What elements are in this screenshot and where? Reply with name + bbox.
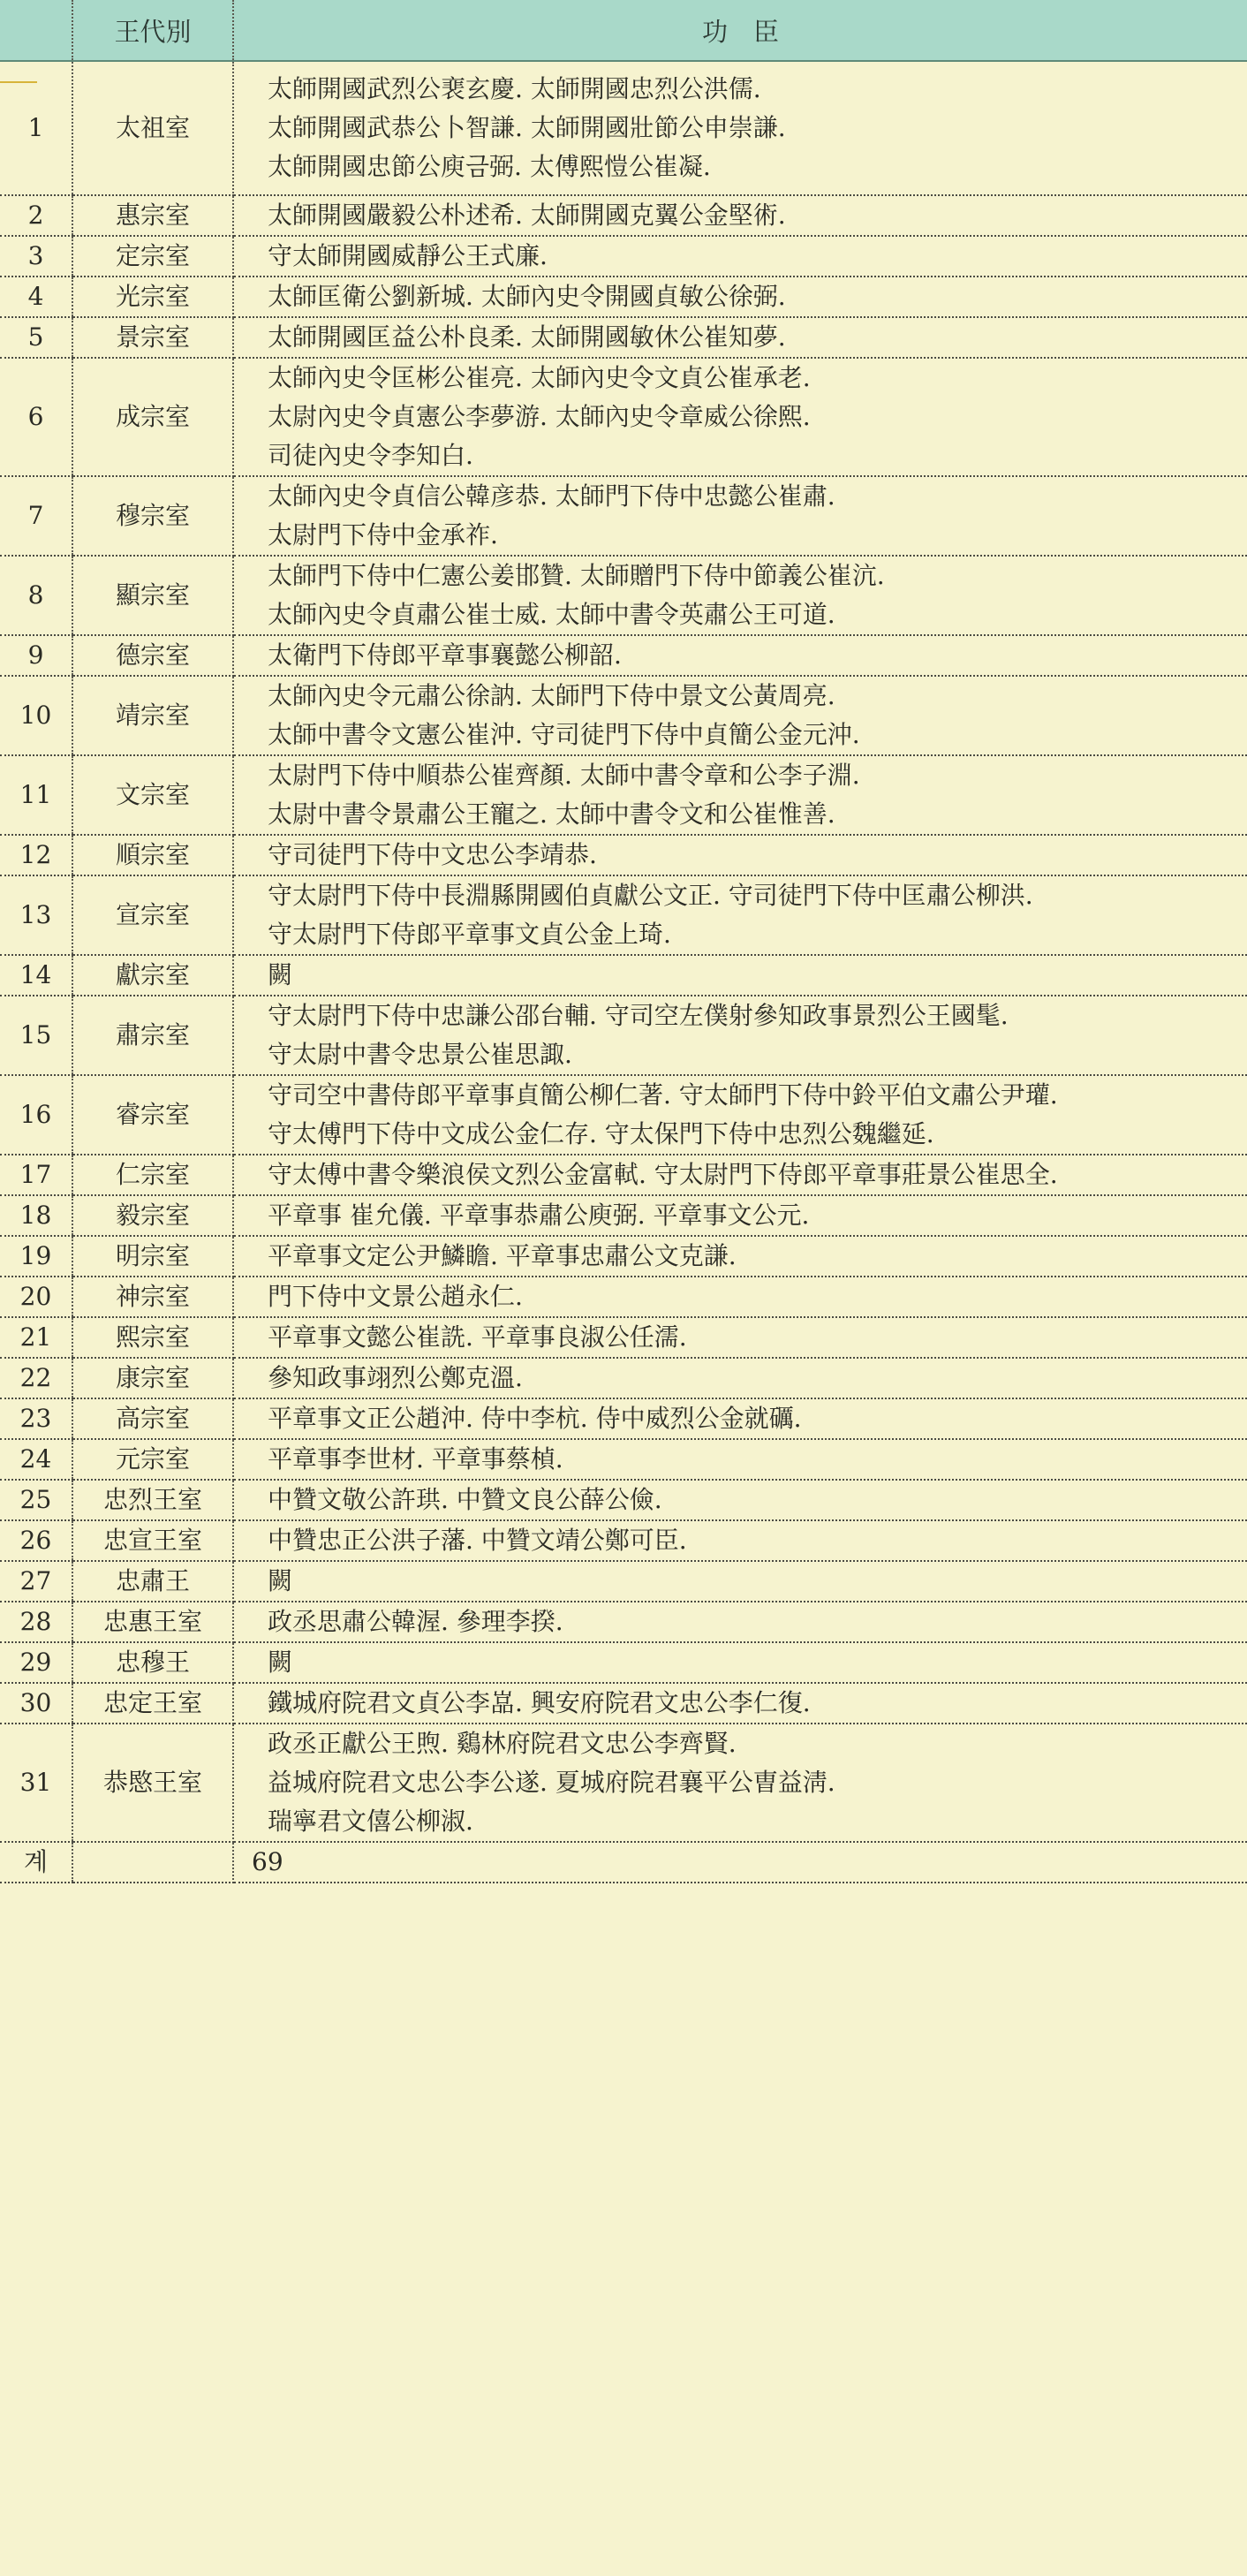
merit-subjects-line: 平章事文定公尹鱗瞻. 平章事忠肅公文克謙. xyxy=(268,1241,737,1270)
row-number-text: 25 xyxy=(19,1485,52,1514)
merit-subjects-line: 闕 xyxy=(268,960,293,989)
merit-subjects-cell xyxy=(233,635,1247,676)
merit-subjects-line: 太尉門下侍中順恭公崔齊顏. 太師中書令章和公李子淵. xyxy=(268,761,860,790)
total-value: 69 xyxy=(233,1842,1247,1883)
merit-subjects-line: 太師匡衛公劉新城. 太師內史令開國貞敏公徐弼. xyxy=(268,282,786,311)
merit-subjects-line: 守太尉中書令忠景公崔思諏. xyxy=(268,1040,572,1069)
merit-subjects-line: 太師內史令元肅公徐訥. 太師門下侍中景文公黃周亮. xyxy=(268,681,835,710)
merit-subjects-cell xyxy=(233,1398,1247,1439)
merit-subjects-line: 平章事文懿公崔詵. 平章事良淑公任濡. xyxy=(268,1322,687,1352)
merit-subjects-line: 平章事文正公趙沖. 侍中李杭. 侍中威烈公金就礪. xyxy=(268,1404,802,1433)
table-row xyxy=(0,1195,1247,1236)
row-number xyxy=(0,277,72,317)
king-reign-cell: 忠惠王室 xyxy=(72,1602,233,1642)
row-number xyxy=(0,835,72,875)
king-reign-cell: 德宗室 xyxy=(72,635,233,676)
king-reign-cell: 成宗室 xyxy=(72,358,233,476)
row-number-text: 8 xyxy=(27,580,44,610)
merit-subjects-cell xyxy=(233,1683,1247,1724)
row-number xyxy=(0,1520,72,1561)
merit-subjects-line: 太師內史令貞信公韓彦恭. 太師門下侍中忠懿公崔肅. xyxy=(268,481,835,511)
row-number-text: 24 xyxy=(19,1444,52,1474)
merit-subjects-line: 闕 xyxy=(268,1566,293,1595)
header-merit-subjects: 功 臣 xyxy=(233,0,1247,61)
row-number-text: 18 xyxy=(19,1201,52,1230)
row-number-text: 15 xyxy=(19,1020,52,1049)
row-number xyxy=(0,755,72,835)
row-number-text: 28 xyxy=(19,1607,52,1636)
table-row xyxy=(0,61,1247,195)
merit-subjects-cell xyxy=(233,1480,1247,1520)
merit-subjects-cell xyxy=(233,195,1247,236)
merit-subjects-cell xyxy=(233,1317,1247,1358)
king-reign-cell: 仁宗室 xyxy=(72,1155,233,1195)
merit-subjects-line: 太師中書令文憲公崔沖. 守司徒門下侍中貞簡公金元沖. xyxy=(268,720,860,749)
merit-subjects-cell xyxy=(233,1358,1247,1398)
table-row xyxy=(0,1480,1247,1520)
merit-subjects-line: 太衛門下侍郎平章事襄懿公柳韶. xyxy=(268,640,622,670)
merit-subjects-cell xyxy=(233,955,1247,996)
header-number xyxy=(0,0,72,61)
merit-subjects-line: 守太尉門下侍中忠謙公邵台輔. 守司空左僕射參知政事景烈公王國髦. xyxy=(268,1001,1009,1030)
king-reign-cell: 靖宗室 xyxy=(72,676,233,755)
king-reign-cell: 光宗室 xyxy=(72,277,233,317)
table-row xyxy=(0,1642,1247,1683)
merit-subjects-cell xyxy=(233,1075,1247,1155)
merit-subjects-line: 瑞寧君文僖公柳淑. xyxy=(268,1807,473,1836)
merit-subjects-line: 平章事 崔允儀. 平章事恭肅公庾弼. 平章事文公元. xyxy=(268,1201,810,1230)
row-number-text: 9 xyxy=(27,640,44,670)
king-reign-cell: 忠定王室 xyxy=(72,1683,233,1724)
king-reign-cell: 忠穆王 xyxy=(72,1642,233,1683)
table-row xyxy=(0,835,1247,875)
merit-subjects-line: 守太傅中書令樂浪侯文烈公金富軾. 守太尉門下侍郎平章事莊景公崔思全. xyxy=(268,1160,1058,1189)
row-number xyxy=(0,676,72,755)
row-number-text: 26 xyxy=(19,1526,52,1555)
row-number-text: 29 xyxy=(19,1648,52,1677)
merit-subjects-cell xyxy=(233,317,1247,358)
table-row xyxy=(0,1155,1247,1195)
table-row xyxy=(0,676,1247,755)
merit-subjects-line: 太師開國嚴毅公朴述希. 太師開國克翼公金堅術. xyxy=(268,201,786,230)
king-reign-cell: 明宗室 xyxy=(72,1236,233,1277)
row-number-text: 30 xyxy=(19,1688,52,1717)
row-number xyxy=(0,1642,72,1683)
accent-line xyxy=(0,81,37,83)
king-reign-cell: 順宗室 xyxy=(72,835,233,875)
row-number-text: 11 xyxy=(19,780,52,809)
merit-subjects-cell xyxy=(233,1439,1247,1480)
merit-subjects-line: 中贊忠正公洪子藩. 中贊文靖公鄭可臣. xyxy=(268,1526,687,1555)
table-row xyxy=(0,556,1247,635)
merit-subjects-cell xyxy=(233,676,1247,755)
row-number-text: 4 xyxy=(27,282,44,311)
row-number-text: 20 xyxy=(19,1282,52,1311)
header-king-reign: 王代別 xyxy=(72,0,233,61)
merit-subjects-cell xyxy=(233,1236,1247,1277)
table-row xyxy=(0,476,1247,556)
row-number-text: 19 xyxy=(19,1241,52,1270)
row-number-text: 21 xyxy=(19,1322,52,1352)
table-row xyxy=(0,317,1247,358)
row-number xyxy=(0,1724,72,1842)
merit-subjects-cell xyxy=(233,1561,1247,1602)
merit-subjects-line: 闕 xyxy=(268,1648,293,1677)
table-row xyxy=(0,1358,1247,1398)
row-number xyxy=(0,476,72,556)
table-row xyxy=(0,1317,1247,1358)
merit-subjects-cell xyxy=(233,476,1247,556)
king-reign-cell: 獻宗室 xyxy=(72,955,233,996)
merit-subjects-line: 太尉內史令貞憲公李夢游. 太師內史令章威公徐熙. xyxy=(268,402,811,431)
total-king-empty xyxy=(72,1842,233,1883)
king-reign-cell: 景宗室 xyxy=(72,317,233,358)
king-reign-cell: 神宗室 xyxy=(72,1277,233,1317)
table-row xyxy=(0,236,1247,277)
merit-subjects-line: 平章事李世材. 平章事蔡楨. xyxy=(268,1444,563,1474)
row-number-text: 14 xyxy=(19,960,52,989)
merit-subjects-line: 司徒內史令李知白. xyxy=(268,441,473,470)
row-number xyxy=(0,1480,72,1520)
king-reign-cell: 忠宣王室 xyxy=(72,1520,233,1561)
king-reign-cell: 高宗室 xyxy=(72,1398,233,1439)
king-reign-cell: 文宗室 xyxy=(72,755,233,835)
row-number xyxy=(0,1439,72,1480)
king-reign-cell: 元宗室 xyxy=(72,1439,233,1480)
merit-subjects-cell xyxy=(233,875,1247,955)
merit-subjects-line: 太師開國忠節公庾금弼. 太傅熙愷公崔凝. xyxy=(268,152,711,181)
table-row xyxy=(0,277,1247,317)
merit-subjects-cell xyxy=(233,835,1247,875)
row-number xyxy=(0,996,72,1075)
king-reign-cell: 惠宗室 xyxy=(72,195,233,236)
merit-subjects-line: 守司徒門下侍中文忠公李靖恭. xyxy=(268,840,597,869)
row-number xyxy=(0,358,72,476)
king-reign-cell: 宣宗室 xyxy=(72,875,233,955)
table-row xyxy=(0,1398,1247,1439)
merit-subjects-line: 太師開國武烈公裵玄慶. 太師開國忠烈公洪儒. xyxy=(268,74,761,103)
row-number-text: 1 xyxy=(27,113,44,142)
king-reign-cell: 忠肅王 xyxy=(72,1561,233,1602)
row-number-text: 12 xyxy=(19,840,52,869)
merit-subjects-line: 政丞正獻公王煦. 鷄林府院君文忠公李齊賢. xyxy=(268,1729,737,1758)
row-number xyxy=(0,955,72,996)
merit-subjects-line: 太師開國匡益公朴良柔. 太師開國敏休公崔知夢. xyxy=(268,322,786,352)
king-reign-cell: 肅宗室 xyxy=(72,996,233,1075)
merit-subjects-line: 守太尉門下侍郎平章事文貞公金上琦. xyxy=(268,920,671,949)
table-row xyxy=(0,1236,1247,1277)
merit-subjects-line: 鐵城府院君文貞公李嵓. 興安府院君文忠公李仁復. xyxy=(268,1688,811,1717)
table-row xyxy=(0,1724,1247,1842)
merit-subjects-line: 守太傅門下侍中文成公金仁存. 守太保門下侍中忠烈公魏繼延. xyxy=(268,1119,934,1148)
row-number-text: 2 xyxy=(27,201,44,230)
merit-subjects-line: 守太尉門下侍中長淵縣開國伯貞獻公文正. 守司徒門下侍中匡肅公柳洪. xyxy=(268,881,1033,910)
merit-subjects-cell xyxy=(233,61,1247,195)
king-reign-cell: 太祖室 xyxy=(72,61,233,195)
king-reign-cell: 恭愍王室 xyxy=(72,1724,233,1842)
row-number-text: 3 xyxy=(27,241,44,270)
row-number xyxy=(0,875,72,955)
row-number-text: 5 xyxy=(27,322,44,352)
row-number xyxy=(0,1236,72,1277)
table-header-row xyxy=(0,0,1247,61)
row-number-text: 27 xyxy=(19,1566,52,1595)
king-reign-cell: 定宗室 xyxy=(72,236,233,277)
table-row xyxy=(0,875,1247,955)
merit-subjects-cell xyxy=(233,277,1247,317)
merit-subjects-line: 太尉中書令景肅公王寵之. 太師中書令文和公崔惟善. xyxy=(268,799,835,829)
row-number-text: 22 xyxy=(19,1363,52,1392)
merit-subjects-line: 太師門下侍中仁憲公姜邯贊. 太師贈門下侍中節義公崔沆. xyxy=(268,561,885,590)
king-reign-cell: 睿宗室 xyxy=(72,1075,233,1155)
table-row xyxy=(0,1520,1247,1561)
row-number xyxy=(0,195,72,236)
merit-subjects-cell xyxy=(233,996,1247,1075)
row-number xyxy=(0,1195,72,1236)
king-reign-cell: 熙宗室 xyxy=(72,1317,233,1358)
merit-subjects-cell xyxy=(233,1520,1247,1561)
table-row xyxy=(0,358,1247,476)
row-number-text: 17 xyxy=(19,1160,52,1189)
row-number xyxy=(0,1155,72,1195)
merit-subjects-line: 門下侍中文景公趙永仁. xyxy=(268,1282,523,1311)
row-number-text: 10 xyxy=(19,701,52,730)
merit-subjects-cell xyxy=(233,1155,1247,1195)
row-number-text: 31 xyxy=(19,1768,52,1797)
merit-subjects-line: 太尉門下侍中金承祚. xyxy=(268,520,498,549)
table-row xyxy=(0,1683,1247,1724)
table-row xyxy=(0,1561,1247,1602)
row-number-text: 23 xyxy=(19,1404,52,1433)
merit-subjects-line: 中贊文敬公許珙. 中贊文良公薛公儉. xyxy=(268,1485,662,1514)
row-number xyxy=(0,236,72,277)
row-number xyxy=(0,1317,72,1358)
king-reign-cell: 康宗室 xyxy=(72,1358,233,1398)
table-row xyxy=(0,1602,1247,1642)
table-row xyxy=(0,195,1247,236)
merit-subjects-line: 守司空中書侍郎平章事貞簡公柳仁著. 守太師門下侍中鈴平伯文肅公尹瓘. xyxy=(268,1080,1058,1110)
table-body xyxy=(0,61,1247,1883)
merit-subjects-line: 益城府院君文忠公李公遂. 夏城府院君襄平公曺益淸. xyxy=(268,1768,835,1797)
merit-subjects-cell xyxy=(233,1724,1247,1842)
total-row xyxy=(0,1842,1247,1883)
king-reign-cell: 穆宗室 xyxy=(72,476,233,556)
merit-subjects-line: 參知政事翊烈公鄭克溫. xyxy=(268,1363,523,1392)
merit-subjects-cell xyxy=(233,358,1247,476)
row-number xyxy=(0,1683,72,1724)
row-number xyxy=(0,317,72,358)
merit-subjects-cell xyxy=(233,236,1247,277)
row-number-text: 7 xyxy=(27,501,44,530)
merit-subjects-line: 太師內史令匡彬公崔亮. 太師內史令文貞公崔承老. xyxy=(268,363,811,392)
row-number xyxy=(0,1277,72,1317)
merit-subjects-cell xyxy=(233,1642,1247,1683)
king-reign-cell: 毅宗室 xyxy=(72,1195,233,1236)
row-number xyxy=(0,1561,72,1602)
merit-subjects-line: 守太師開國威靜公王式廉. xyxy=(268,241,548,270)
merit-subjects-cell xyxy=(233,1277,1247,1317)
row-number xyxy=(0,1075,72,1155)
row-number-text: 16 xyxy=(19,1100,52,1129)
row-number xyxy=(0,1358,72,1398)
row-number-text: 6 xyxy=(27,402,44,431)
table-row xyxy=(0,1277,1247,1317)
merit-subjects-line: 太師內史令貞肅公崔士威. 太師中書令英肅公王可道. xyxy=(268,600,835,629)
row-number xyxy=(0,635,72,676)
merit-subjects-cell xyxy=(233,755,1247,835)
table-row xyxy=(0,1439,1247,1480)
king-reign-cell: 忠烈王室 xyxy=(72,1480,233,1520)
king-reign-cell: 顯宗室 xyxy=(72,556,233,635)
merit-subjects-cell xyxy=(233,1602,1247,1642)
row-number xyxy=(0,556,72,635)
row-number xyxy=(0,61,72,195)
row-number xyxy=(0,1602,72,1642)
table-row xyxy=(0,955,1247,996)
merit-subjects-line: 太師開國武恭公卜智謙. 太師開國壯節公申崇謙. xyxy=(268,113,786,142)
table-row xyxy=(0,996,1247,1075)
merit-subjects-line: 政丞思肅公韓渥. 參理李揆. xyxy=(268,1607,563,1636)
total-label: 계 xyxy=(0,1842,72,1883)
table-row xyxy=(0,755,1247,835)
merit-subjects-cell xyxy=(233,1195,1247,1236)
table-row xyxy=(0,1075,1247,1155)
row-number-text: 13 xyxy=(19,900,52,929)
table-row xyxy=(0,635,1247,676)
merit-subjects-cell xyxy=(233,556,1247,635)
row-number xyxy=(0,1398,72,1439)
